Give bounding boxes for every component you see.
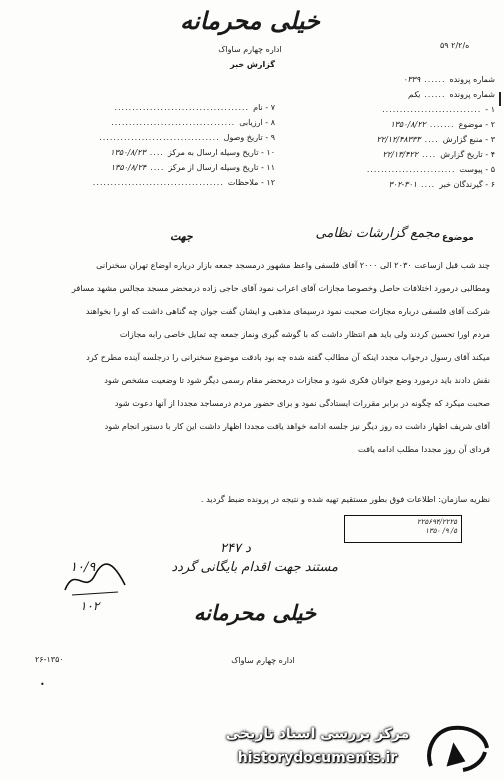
handwritten-number: ۱۰۲: [80, 599, 100, 613]
stamp-line: ۲۲۵۶۹۴/۲۲۲۵: [417, 518, 457, 526]
registration-stamp: [344, 515, 462, 543]
body-line: شرکت آقای فلسفی درباره مجازات صحبت نمود درسیمای مذهبی و ایشان گفت جوان چه گناهی داشت که او را بخواهند: [85, 306, 490, 316]
body-line: صحبت میکرد که چگونه در برابر مقررات ایستادگی نمود و برای حضور مردم درمساجد مجددا از آنها دعوت شود: [114, 398, 490, 408]
field-row: ۵ - پیوست.........................: [366, 165, 495, 174]
field-row: ۱۰ - تاریخ وسیله ارسال به مرکز....۱۳۵۰/۸/۲۳: [110, 148, 275, 157]
subject-mark: جهت: [170, 230, 193, 243]
subject-label: موضوع: [442, 233, 474, 243]
right-field-block: [280, 72, 495, 192]
left-field-block: [10, 100, 275, 190]
margin-mark: [499, 92, 501, 106]
watermark-url: historydocuments.ir: [237, 750, 398, 766]
field-row: شماره پرونده......یکم: [408, 90, 495, 99]
report-type: گزارش خبر: [230, 60, 275, 69]
document-number: ه/۲/۲ ۵۹: [440, 41, 470, 50]
stamp-line: ۵/ ۹/ ۱۳۵۰: [425, 527, 457, 535]
closing-note: نظریه سازمان: اطلاعات فوق بطور مستقیم تهیه شده و نتیجه در پرونده ضبط گردید .: [200, 494, 490, 504]
body-line: آقای شریف اظهار داشت ده روز دیگر نیز جلسه ادامه خواهد یافت مجددا اظهار داشت این کار با دستور انجام شود: [104, 421, 490, 431]
body-line: مردم اورا تحسین کردند ولی باید هم انتظار داشت که با گوشه گیری ونماز جمعه چه تمایل خاصی رابه مجازات: [119, 329, 490, 339]
footer-number: ۲۶-۱۳۵۰: [35, 655, 64, 664]
field-row: ۷ - نام......................................: [114, 103, 275, 112]
field-row: ۶ - گیرندگان خبر....۳۰۲-۳۰۱: [388, 180, 495, 189]
report-body: [12, 254, 490, 461]
signature-scribble: [60, 560, 130, 600]
body-line: نقش دادند باید درمورد وضع جوانان فکری شود و مجازات درمحضر مقام رسمی دیگر شود تا وضعیت مشخص شود: [104, 375, 490, 385]
archive-watermark: [215, 718, 504, 781]
handwritten-note: مستند جهت اقدام بایگانی گردد: [171, 560, 338, 575]
field-row: ۲ - موضوع.......۱۳۵۰/۸/۲۲: [390, 120, 495, 129]
handwritten-date: ۱۰/۹: [70, 560, 96, 575]
archive-logo-icon: [423, 722, 493, 774]
field-row: ۱۲ - ملاحظات.....................................: [92, 178, 275, 187]
classification-title: خیلی محرمانه: [180, 6, 320, 35]
body-line: چند شب قبل ازساعت ۲۰۳۰ الی ۲۰۰۰ آقای فلسفی واعظ مشهور درمسجد جمعه بازار درباره اوضاع تهران سخنرانی: [96, 260, 490, 270]
field-row: ۹ - تاریخ وصول..................................: [99, 133, 275, 142]
watermark-name: مرکز بررسی اسناد تاریخی: [225, 726, 410, 742]
footer-classification: خیلی محرمانه: [193, 600, 317, 625]
field-row: ۱ -............................: [382, 105, 495, 114]
handwritten-note: د ۲۴۷: [220, 541, 251, 556]
body-line: ومطالبی درمورد اختلافات حاصل وخصوصا مجازات آقای اعراب نمود آقای حاجی زاده درمحضر مسجد مجالس مشهد مسافر: [71, 283, 490, 293]
footer-department: اداره چهارم ساواک: [231, 656, 295, 665]
field-row: ۳ - منبع گزارش....۲۲/۱۲/۴۸۳۳۳: [376, 135, 495, 144]
field-row: ۸ - ارزیابی...................................: [111, 118, 275, 127]
subject-text: مجمع گزارشات نظامی: [315, 226, 440, 241]
body-line: میکند آقای رسول درجواب مجدد اینکه آن مطالب گفته شده چه بود بادقت موضوع سخنرانی را درجلسه آینده مطرح کرد: [86, 352, 490, 362]
corner-mark: •: [40, 680, 45, 689]
field-row: ۱۱ - تاریخ وسیله ارسال از مرکز....۱۳۵۰/۸/۲۴: [110, 163, 275, 172]
field-row: شماره پرونده......۰۳۳۹: [403, 75, 495, 84]
body-line: فردای آن روز مجددا مطلب ادامه یافت: [358, 444, 490, 454]
department-label: اداره چهارم ساواک: [218, 45, 282, 54]
field-row: ۴ - تاریخ گزارش....۲۲/۱۳/۴۲۲: [382, 150, 495, 159]
